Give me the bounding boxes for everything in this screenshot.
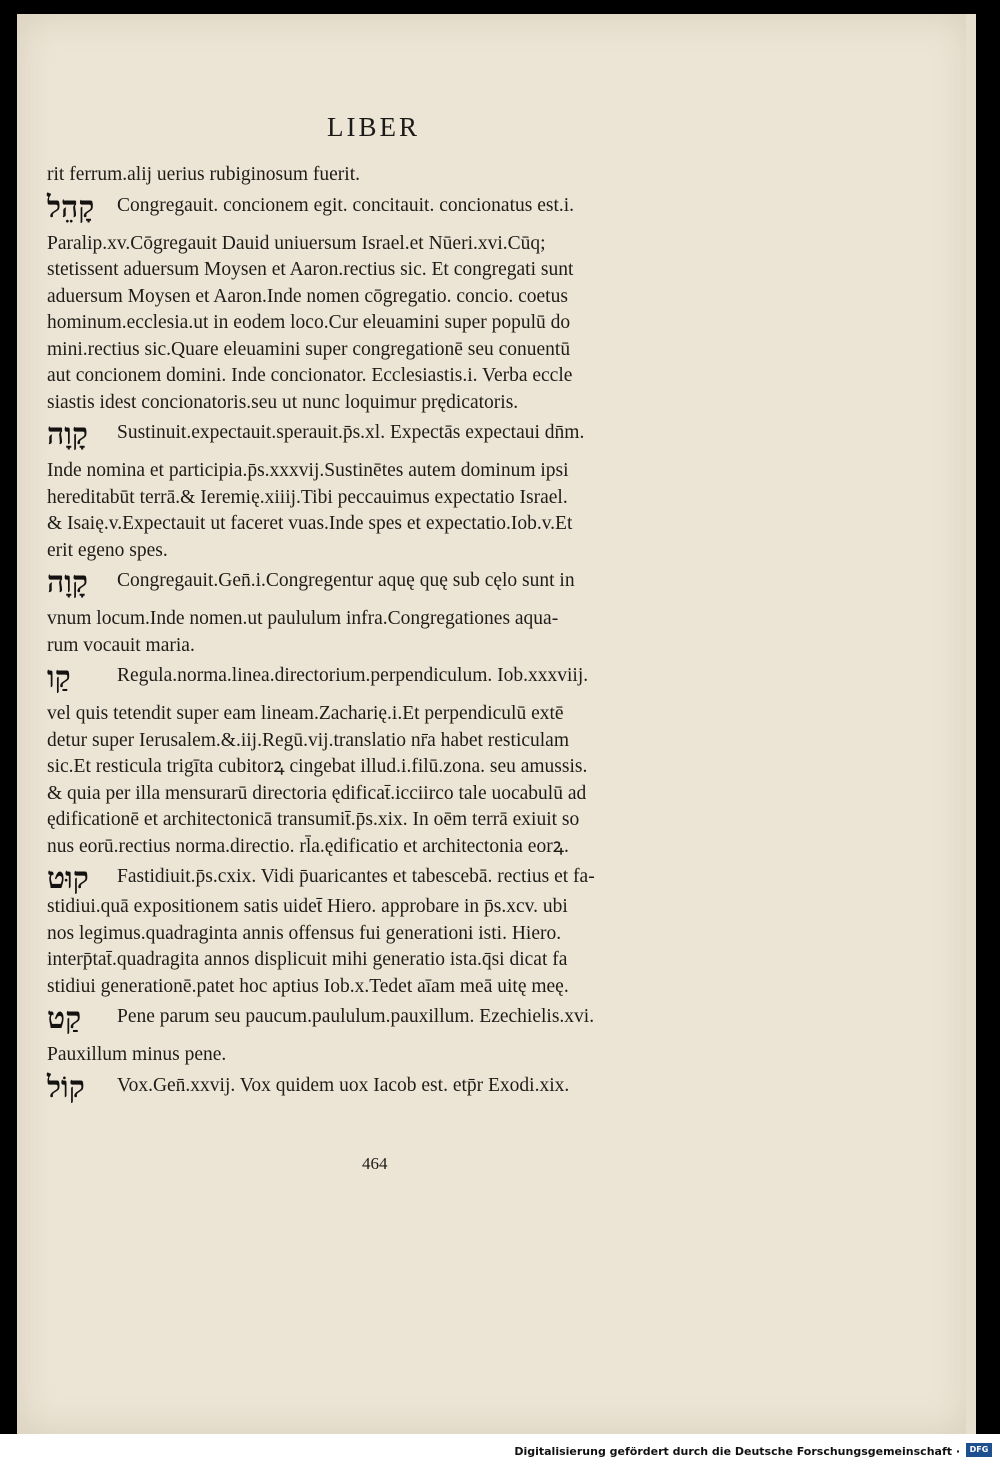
text-line: Pauxillum minus pene. [47,1044,227,1065]
entry-first-line: Pene parum seu paucum.paululum.pauxillum. Ezechielis.xvi. [117,1006,595,1027]
page-number: 464 [362,1154,388,1173]
page-edge [966,14,976,1434]
text-line: Inde nomina et participia.p̄s.xxxvij.Sustinētes autem dominum ipsi [47,460,569,481]
dfg-logo: DFG [966,1443,992,1457]
text-line: vnum locum.Inde nomen.ut paululum infra.Congregationes aqua- [47,608,559,629]
hebrew-headword: קוֹל [47,1069,85,1105]
book-page [17,14,970,1434]
text-line: hereditabūt terrā.& Ieremię.xiiij.Tibi peccauimus expectatio Israel. [47,486,568,508]
text-line: siastis idest concionatoris.seu ut nunc loquimur prędicatoris. [47,391,519,413]
text-line: stidiui.quā expositionem satis uidet̄ Hiero. approbare in p̄s.xcv. ubi [47,896,568,917]
text-line: rit ferrum.alij uerius rubiginosum fuerit. [47,164,361,185]
text-line: detur super Ierusalem.&.iij.Regū.vij.translatio nr̄a habet resticulam [47,729,570,751]
text-line: sic.Et resticula trigīta cubitorꝝ cingebat illud.i.filū.zona. seu amussis. [47,756,588,777]
funding-notice: Digitalisierung gefördert durch die Deutsche Forschungsgemeinschaft · [514,1445,960,1458]
entry-kavah-1 [47,417,707,452]
hebrew-headword: קַו [47,660,71,695]
hebrew-headword: קָוָה [47,417,88,452]
text-line: & Isaię.v.Expectauit ut faceret vuas.Inde spes et expectatio.Iob.v.Et [47,513,573,534]
hebrew-headword: קוּט [47,861,89,896]
hebrew-headword: קָהֵל [47,189,95,225]
text-line: mini.rectius sic.Quare eleuamini super congregationē seu conuentū [47,338,571,360]
text-line: hominum.ecclesia.ut in eodem loco.Cur eleuamini super populū do [47,312,571,333]
entry-first-line: Fastidiuit.p̄s.cxix. Vidi p̄uaricantes et tabescebā. rectius et fa- [117,866,595,887]
entry-first-line: Congregauit.Gen̄.i.Congregentur aquę quę sub cęlo sunt in [117,570,575,591]
entry-kavah-2 [47,565,707,600]
text-line: nos legimus.quadraginta annis offensus fui generationi isti. Hiero. [47,922,562,944]
text-line: rum vocauit maria. [47,634,195,656]
footer-bar [0,1434,1000,1467]
entry-kut [47,861,707,896]
entry-first-line: Regula.norma.linea.directorium.perpendiculum. Iob.xxxviij. [117,665,589,686]
text-line: ędificationē et architectonicā transumit̄.p̄s.xix. In oēm terrā exiuit so [47,809,580,830]
entry-kahal [47,189,707,225]
running-header: LIBER [327,112,420,142]
text-line: nus eorū.rectius norma.directio. rl̄a.ędificatio et architectonia eorꝝ. [47,835,569,857]
text-line: stidiui generationē.patet hoc aptius Iob.x.Tedet aīam meā uitę meę. [47,975,569,997]
hebrew-headword: קָוָה [47,565,88,600]
entry-first-line: Sustinuit.expectauit.sperauit.p̄s.xl. Expectās expectaui dn̄m. [117,422,585,443]
text-block [47,162,707,1103]
entry-kav [47,660,707,695]
entry-first-line: Vox.Gen̄.xxvij. Vox quidem uox Iacob est. etp̄r Exodi.xix. [117,1074,570,1096]
text-line: aduersum Moysen et Aaron.Inde nomen cōgregatio. concio. coetus [47,285,568,307]
text-line: erit egeno spes. [47,539,168,561]
text-line: stetissent aduersum Moysen et Aaron.rectius sic. Et congregati sunt [47,259,574,280]
text-line: Paralip.xv.Cōgregauit Dauid uniuersum Israel.et Nūeri.xvi.Cūq; [47,232,546,254]
text-line: & quia per illa mensurarū directoria ędificat̄.icciirco tale uocabulū ad [47,782,587,804]
entry-first-line: Congregauit. concionem egit. concitauit. concionatus est.i. [117,194,575,216]
entry-kat [47,1001,707,1036]
entry-kol [47,1069,707,1105]
text-line: vel quis tetendit super eam lineam.Zacharię.i.Et perpendiculū extē [47,703,564,724]
text-line: interp̄tat̄.quadragita annos displicuit mihi generatio ista.q̄si dicat fa [47,949,568,970]
text-line: aut concionem domini. Inde concionator. Ecclesiastis.i. Verba eccle [47,365,573,386]
hebrew-headword: קַט [47,1001,82,1036]
